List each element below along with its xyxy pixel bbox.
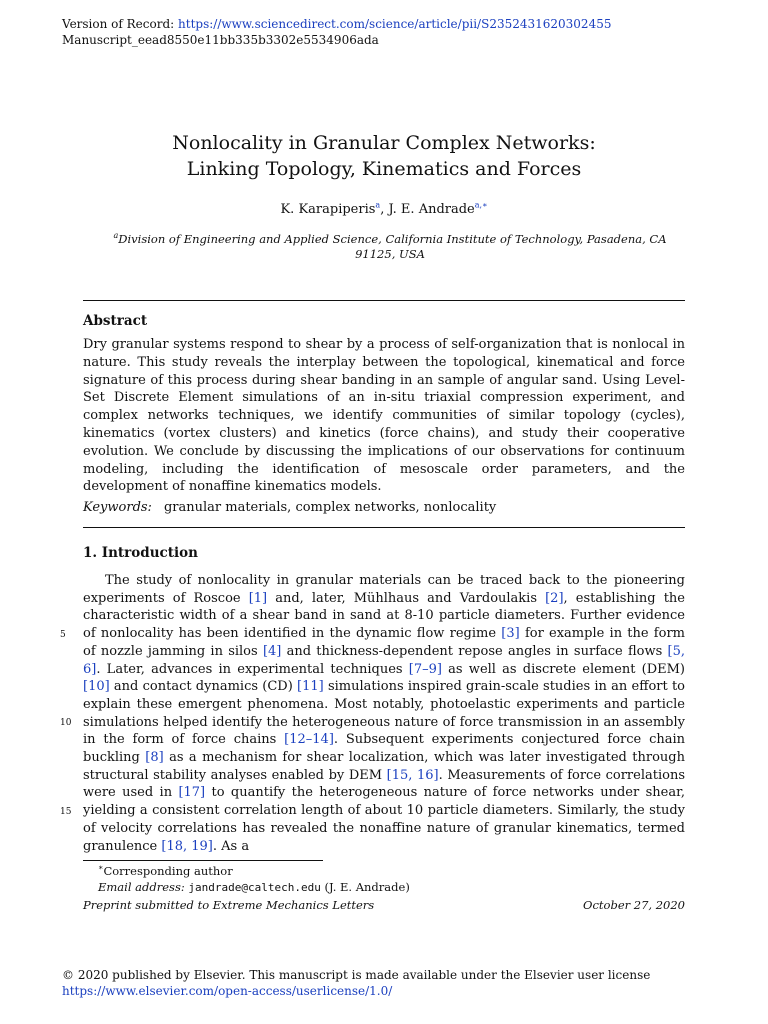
affiliation-corresponding-marker[interactable]: a,∗ xyxy=(474,200,488,210)
intro-text: simulations inspired grain-scale studies in an effort to explain these emergent phenomena. Most notably, photoelastic experiments and particle simulations helped identify the heterogeneous nature of force transmission in an assembly in the form of force chains xyxy=(83,679,685,748)
abstract-heading: Abstract xyxy=(83,313,148,329)
citation-link[interactable]: [10] xyxy=(83,679,110,695)
citation-link[interactable]: [3] xyxy=(501,626,520,642)
citation-link[interactable]: [7–9] xyxy=(408,661,442,677)
intro-text: . Later, advances in experimental techniques xyxy=(96,661,409,677)
author-separator: , xyxy=(380,202,389,217)
footnote xyxy=(98,863,410,896)
citation-link[interactable]: [17] xyxy=(178,785,206,801)
affiliation-marker[interactable]: a xyxy=(375,200,381,210)
title-line-1: Nonlocality in Granular Complex Networks: xyxy=(172,132,596,154)
email-owner: (J. E. Andrade) xyxy=(324,880,410,894)
abstract-top-rule xyxy=(83,300,685,301)
version-header xyxy=(62,16,611,48)
preprint-note: Preprint submitted to Extreme Mechanics Letters xyxy=(83,898,375,912)
email-label: Email address: xyxy=(98,880,185,894)
citation-link[interactable]: [5, 6] xyxy=(83,643,685,677)
line-number: 10 xyxy=(60,718,72,728)
intro-text: and, later, Mühlhaus and Vardoulakis xyxy=(267,590,546,606)
intro-text: and thickness-dependent repose angles in surface flows xyxy=(281,643,668,659)
email-address[interactable]: jandrade@caltech.edu xyxy=(188,881,321,894)
version-of-record-link[interactable]: https://www.sciencedirect.com/science/article/pii/S2352431620302455 xyxy=(178,17,612,31)
preprint-date: October 27, 2020 xyxy=(583,898,685,912)
affiliation-text: Division of Engineering and Applied Science, California Institute of Technology, Pasadena, CA 91125, USA xyxy=(118,232,667,261)
abstract-body: Dry granular systems respond to shear by a process of self-organization that is nonlocal in nature. This study reveals the interplay between the topological, kinematical and force signature of this process during shear banding in an sample of angular sand. Using Level-Set Discrete Element simulations of an in-situ triaxial compression experiment, and complex networks techniques, we identify communities of similar topology (cycles), kinematics (vortex clusters) and kinetics (force chains), and study their cooperative evolution. We conclude by discussing the implications of our observations for continuum modeling, including the identification of mesoscale order parameters, and the development of nonaffine kinematics models. xyxy=(83,337,685,495)
line-number: 5 xyxy=(60,630,66,640)
intro-text: as well as discrete element (DEM) xyxy=(441,661,685,677)
section-heading-introduction: 1. Introduction xyxy=(83,545,198,561)
keywords-text: granular materials, complex networks, nonlocality xyxy=(163,500,497,515)
intro-text: The study of nonlocality in granular materials can be traced back to the pioneering experiments of Roscoe xyxy=(83,573,685,606)
footnote-text: Corresponding author xyxy=(103,864,233,878)
intro-text: . Measurements of force correlations were used in xyxy=(83,767,685,801)
title-line-2: Linking Topology, Kinematics and Forces xyxy=(186,158,582,180)
intro-text: for example in the form of nozzle jamming in silos xyxy=(83,626,685,659)
intro-text: . As a xyxy=(212,838,250,854)
citation-link[interactable]: [4] xyxy=(262,643,282,659)
intro-text: . Subsequent experiments conjectured force chain buckling xyxy=(83,732,686,766)
abstract-bottom-rule xyxy=(83,527,685,528)
license-text: © 2020 published by Elsevier. This manuscript is made available under the Elsevier user license xyxy=(62,968,651,982)
manuscript-id: Manuscript_eead8550e11bb335b3302e5534906ada xyxy=(62,33,379,47)
author-karapiperis: K. Karapiperis xyxy=(280,202,376,217)
intro-text: and contact dynamics (CD) xyxy=(109,679,298,695)
citation-link[interactable]: [8] xyxy=(145,750,164,766)
affiliation xyxy=(100,232,680,262)
footnote-corresponding xyxy=(98,863,410,879)
footnote-mark: ∗ xyxy=(98,863,104,873)
affiliation-sup: a xyxy=(113,231,119,241)
citation-link[interactable]: [2] xyxy=(545,590,564,606)
license-link[interactable]: https://www.elsevier.com/open-access/userlicense/1.0/ xyxy=(62,984,393,998)
paper-title xyxy=(0,130,768,182)
introduction-paragraph xyxy=(83,572,685,855)
line-number: 15 xyxy=(60,807,72,817)
footnote-rule xyxy=(83,860,323,861)
citation-link[interactable]: [12–14] xyxy=(284,732,334,748)
intro-text: , establishing the characteristic width of a shear band in sand at 8-10 particle diameters. Further evidence of nonlocality has been identified in the dynamic flow regime xyxy=(83,590,686,642)
author-list xyxy=(0,202,768,217)
citation-link[interactable]: [1] xyxy=(248,590,268,606)
citation-link[interactable]: [15, 16] xyxy=(386,767,439,783)
citation-link[interactable]: [18, 19] xyxy=(161,838,213,854)
version-label: Version of Record: xyxy=(62,17,175,31)
keywords xyxy=(83,500,496,515)
keywords-label: Keywords: xyxy=(83,500,152,515)
intro-text: as a mechanism for shear localization, which was later investigated through structural stability analyses enabled by DEM xyxy=(83,750,685,783)
author-andrade: J. E. Andrade xyxy=(388,202,475,217)
license-notice xyxy=(62,967,650,999)
citation-link[interactable]: [11] xyxy=(297,679,324,695)
footnote-email-row xyxy=(98,879,410,896)
intro-text: to quantify the heterogeneous nature of force networks under shear, yielding a consistent correlation length of about 10 particle diameters. Similarly, the study of velocity correlations has revealed the nonaffine nature of granular kinematics, termed granulence xyxy=(83,785,685,854)
